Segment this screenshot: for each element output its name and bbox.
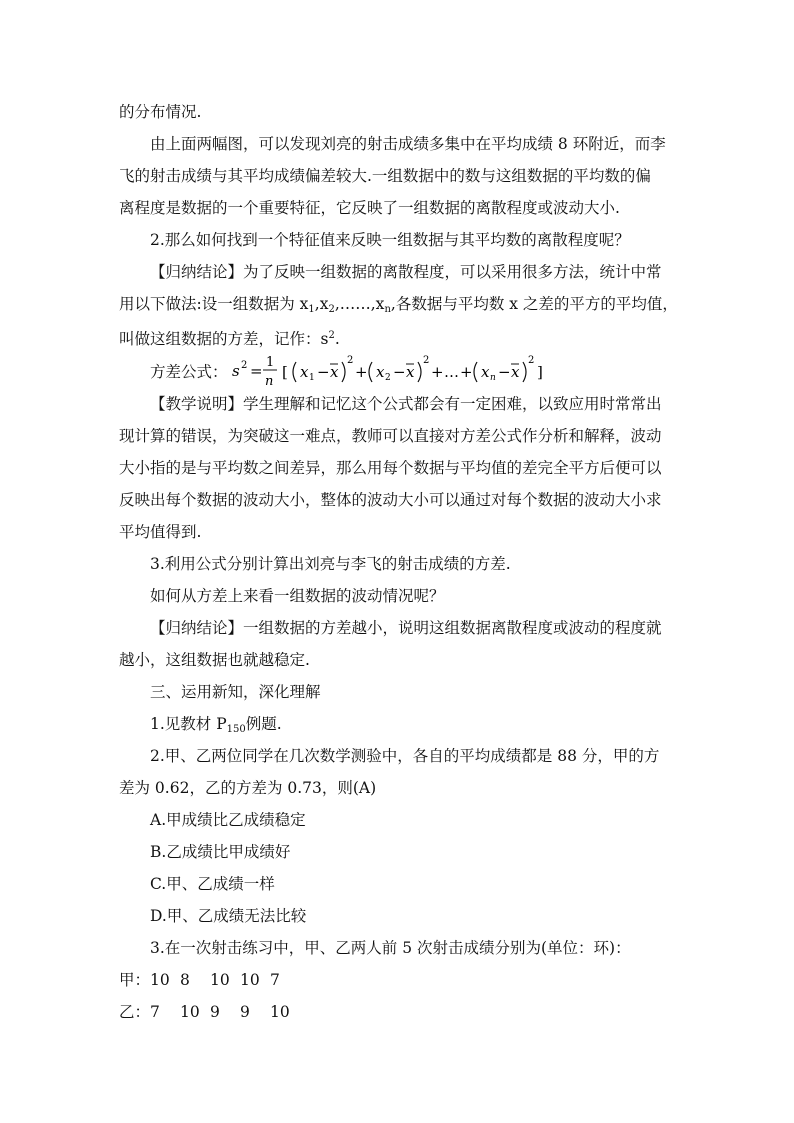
score-value: 10 bbox=[180, 1003, 200, 1021]
formula-right-bracket: ] bbox=[537, 363, 543, 381]
option-a: A.甲成绩比乙成绩稳定 bbox=[150, 811, 306, 829]
score-value: 9 bbox=[210, 1003, 220, 1021]
term-x: x bbox=[481, 363, 490, 381]
paragraph-line: 反映出每个数据的波动大小，整体的波动大小可以通过对每个数据的波动大小求 bbox=[119, 491, 662, 509]
term-power: 2 bbox=[347, 355, 354, 366]
paragraph-line: 【归纳结论】一组数据的方差越小，说明这组数据离散程度或波动的程度就 bbox=[150, 619, 662, 637]
term-plus: + bbox=[460, 363, 473, 381]
formula-left-bracket: [ bbox=[282, 363, 288, 381]
section-heading: 三、运用新知，深化理解 bbox=[150, 683, 321, 701]
paragraph-line: 现计算的错误，为突破这一难点，教师可以直接对方差公式作分析和解释，波动 bbox=[119, 427, 662, 445]
term-x: x bbox=[376, 363, 385, 381]
term-power: 2 bbox=[528, 355, 535, 366]
paragraph-line: 差为 0.62，乙的方差为 0.73，则(A) bbox=[119, 779, 377, 797]
term-sub: 2 bbox=[385, 373, 391, 383]
paragraph-line-variables: 用以下做法:设一组数据为 $x_1,x_2,\dots\dots,x_n$,各数据与平均数 x 之差的平方的平均值， bbox=[119, 295, 678, 315]
formula-denominator: n bbox=[265, 374, 274, 389]
formula-eq: = bbox=[250, 362, 263, 380]
paren-close-1 bbox=[342, 362, 345, 382]
option-d: D.甲、乙成绩无法比较 bbox=[150, 907, 307, 925]
option-c: C.甲、乙成绩一样 bbox=[150, 875, 275, 893]
term-xbar: x bbox=[330, 363, 339, 381]
paragraph-line: 越小，这组数据也就越稳定. bbox=[119, 651, 310, 669]
paragraph-line: 3.在一次射击练习中，甲、乙两人前 5 次射击成绩分别为(单位：环)： bbox=[150, 939, 631, 957]
paragraph-line-textbook-ref: 1.见教材 $P_{150}$例题. bbox=[150, 715, 282, 735]
score-label: 甲： bbox=[119, 971, 151, 989]
score-value: 8 bbox=[180, 971, 190, 989]
paragraph-line: 飞的射击成绩与其平均成绩偏差较大.一组数据中的数与这组数据的平均数的偏 bbox=[119, 167, 651, 185]
paragraph-line: 【教学说明】学生理解和记忆这个公式都会有一定困难，以致应用时常常出 bbox=[150, 395, 662, 413]
paren-open-3 bbox=[474, 362, 477, 382]
score-label: 乙： bbox=[119, 1003, 151, 1021]
term-minus: − bbox=[498, 363, 511, 381]
score-value: 7 bbox=[150, 1003, 160, 1021]
term-power: 2 bbox=[423, 355, 430, 366]
term-ellipsis: … bbox=[444, 363, 459, 381]
paragraph-line: 3.利用公式分别计算出刘亮与李飞的射击成绩的方差. bbox=[150, 555, 511, 573]
score-row-yi bbox=[119, 1002, 300, 1022]
score-value: 10 bbox=[150, 971, 170, 989]
paragraph-line: 离程度是数据的一个重要特征，它反映了一组数据的离散程度或波动大小. bbox=[119, 199, 620, 217]
paren-open-2 bbox=[369, 362, 372, 382]
option-b: B.乙成绩比甲成绩好 bbox=[150, 843, 291, 861]
term-plus: + bbox=[355, 363, 368, 381]
score-row-jia bbox=[119, 970, 300, 990]
formula-s: s bbox=[232, 362, 240, 380]
paragraph-line: 2.那么如何找到一个特征值来反映一组数据与其平均数的离散程度呢？ bbox=[150, 231, 630, 249]
paragraph-line: 【归纳结论】为了反映一组数据的离散程度，可以采用很多方法，统计中常 bbox=[150, 263, 662, 281]
score-value: 9 bbox=[240, 1003, 250, 1021]
term-sub: 1 bbox=[309, 373, 315, 383]
term-plus: + bbox=[431, 363, 444, 381]
paragraph-line: 大小指的是与平均数之间差异，那么用每个数据与平均值的差完全平方后便可以 bbox=[119, 459, 662, 477]
paragraph-line: 如何从方差上来看一组数据的波动情况呢？ bbox=[150, 587, 445, 605]
paragraph-line-variance-notation: 叫做这组数据的方差，记作：$s^2$. bbox=[119, 330, 340, 348]
formula-graphic bbox=[230, 352, 670, 392]
term-xbar: x bbox=[406, 363, 415, 381]
term-x: x bbox=[300, 363, 309, 381]
paren-open-1 bbox=[293, 362, 296, 382]
term-xbar: x bbox=[511, 363, 520, 381]
paren-close-3 bbox=[523, 362, 526, 382]
term-minus: − bbox=[393, 363, 406, 381]
score-value: 7 bbox=[270, 971, 280, 989]
formula-sup: 2 bbox=[241, 360, 248, 371]
term-minus: − bbox=[317, 363, 330, 381]
paragraph-line: 的分布情况. bbox=[119, 103, 202, 121]
term-sub: n bbox=[490, 373, 496, 383]
formula-label: 方差公式： bbox=[150, 363, 228, 381]
paragraph-line: 由上面两幅图，可以发现刘亮的射击成绩多集中在平均成绩 8 环附近，而李 bbox=[150, 135, 666, 153]
paren-close-2 bbox=[418, 362, 421, 382]
score-value: 10 bbox=[210, 971, 230, 989]
score-value: 10 bbox=[270, 1003, 290, 1021]
paragraph-line: 2.甲、乙两位同学在几次数学测验中，各自的平均成绩都是 88 分，甲的方 bbox=[150, 747, 660, 765]
paragraph-line: 平均值得到. bbox=[119, 523, 202, 541]
score-value: 10 bbox=[240, 971, 260, 989]
formula-numerator: 1 bbox=[266, 355, 275, 370]
